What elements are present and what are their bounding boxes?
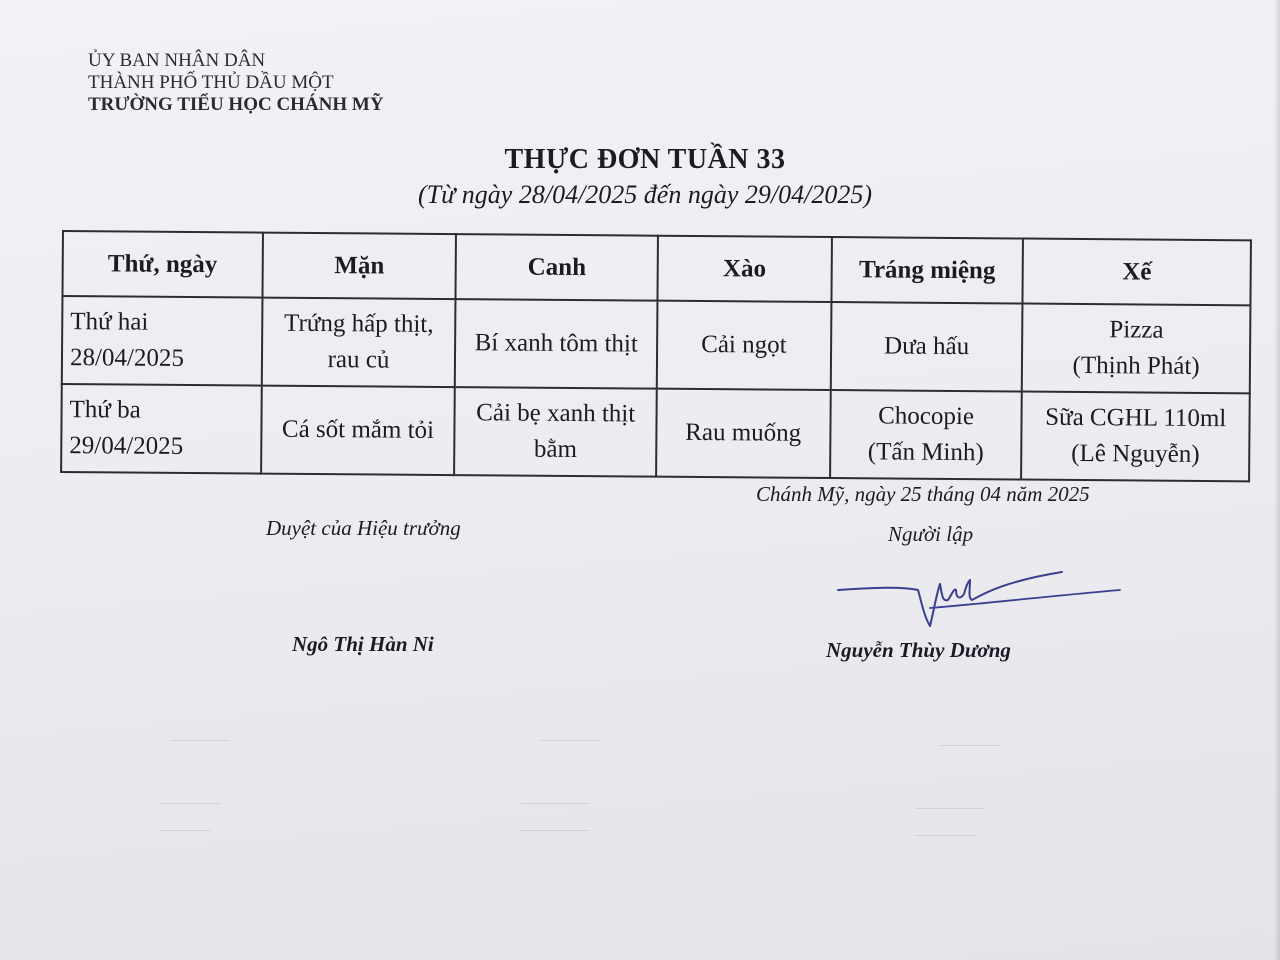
preparer-name: Nguyễn Thùy Dương xyxy=(826,638,1011,662)
cell-trang-mieng xyxy=(830,302,1022,392)
cell-trang-mieng xyxy=(830,390,1022,480)
table-row xyxy=(61,384,1250,481)
table-header-row xyxy=(62,231,1250,305)
bleed-through-mark xyxy=(915,835,975,836)
dish-text: (Thịnh Phát) xyxy=(1072,351,1200,380)
bleed-through-mark xyxy=(160,830,210,831)
principal-name: Ngô Thị Hàn Ni xyxy=(292,632,434,656)
bleed-through-mark xyxy=(915,808,985,809)
dish-text: (Tấn Minh) xyxy=(867,438,984,467)
weekday-label: Thứ hai xyxy=(70,308,149,336)
maker-label: Người lập xyxy=(888,522,974,546)
cell-day xyxy=(61,384,261,474)
cell-canh xyxy=(455,299,657,389)
page-title: THỰC ĐƠN TUẦN 33 xyxy=(504,144,786,175)
dish-text: Rau muống xyxy=(685,418,802,447)
weekday-label: Thứ ba xyxy=(69,396,141,424)
cell-xao xyxy=(657,301,831,390)
bleed-through-mark xyxy=(160,803,220,804)
column-header-canh: Canh xyxy=(456,234,658,301)
column-header-day: Thứ, ngày xyxy=(62,231,262,298)
document-header xyxy=(88,50,384,116)
column-header-xe: Xế xyxy=(1023,239,1251,306)
column-header-trang-mieng: Tráng miệng xyxy=(831,237,1023,304)
dish-text: Sữa CGHL 110ml xyxy=(1045,403,1227,433)
cell-man xyxy=(261,386,455,476)
date-label: 28/04/2025 xyxy=(69,344,185,372)
dish-text: rau củ xyxy=(327,346,390,374)
dish-text: Pizza xyxy=(1109,316,1164,344)
dish-text: Cá sốt mắm tỏi xyxy=(281,415,435,444)
dish-text: Trứng hấp thịt, xyxy=(284,309,434,338)
cell-xao xyxy=(656,389,830,478)
header-school: TRƯỜNG TIỂU HỌC CHÁNH MỸ xyxy=(88,94,384,115)
column-header-man: Mặn xyxy=(262,233,456,300)
issue-date-line: Chánh Mỹ, ngày 25 tháng 04 năm 2025 xyxy=(756,482,1090,506)
header-committee: ỦY BAN NHÂN DÂN xyxy=(88,50,266,71)
bleed-through-mark xyxy=(520,803,590,804)
dish-text: Chocopie xyxy=(878,402,975,431)
approval-label: Duyệt của Hiệu trưởng xyxy=(266,516,461,540)
dish-text: Dưa hấu xyxy=(883,332,970,361)
cell-canh xyxy=(454,387,656,477)
column-header-xao: Xào xyxy=(657,236,831,302)
date-label: 29/04/2025 xyxy=(69,432,184,460)
cell-xe xyxy=(1021,392,1249,482)
cell-man xyxy=(262,298,456,388)
bleed-through-mark xyxy=(520,830,590,831)
cell-xe xyxy=(1022,304,1250,394)
dish-text: bằm xyxy=(533,435,578,464)
menu-table xyxy=(60,230,1252,482)
dish-text: Cải bẹ xanh thịt xyxy=(476,399,636,428)
dish-text: Bí xanh tôm thịt xyxy=(474,329,638,358)
table-row xyxy=(62,296,1251,393)
header-city: THÀNH PHỐ THỦ DẦU MỘT xyxy=(88,72,334,93)
dish-text: Cải ngọt xyxy=(701,331,787,359)
bleed-through-mark xyxy=(940,745,1000,746)
cell-day xyxy=(62,296,262,386)
bleed-through-mark xyxy=(540,740,600,741)
page-subtitle: (Từ ngày 28/04/2025 đến ngày 29/04/2025) xyxy=(418,180,872,209)
dish-text: (Lê Nguyễn) xyxy=(1071,439,1200,468)
bleed-through-mark xyxy=(170,740,230,741)
handwritten-signature xyxy=(830,560,1130,640)
